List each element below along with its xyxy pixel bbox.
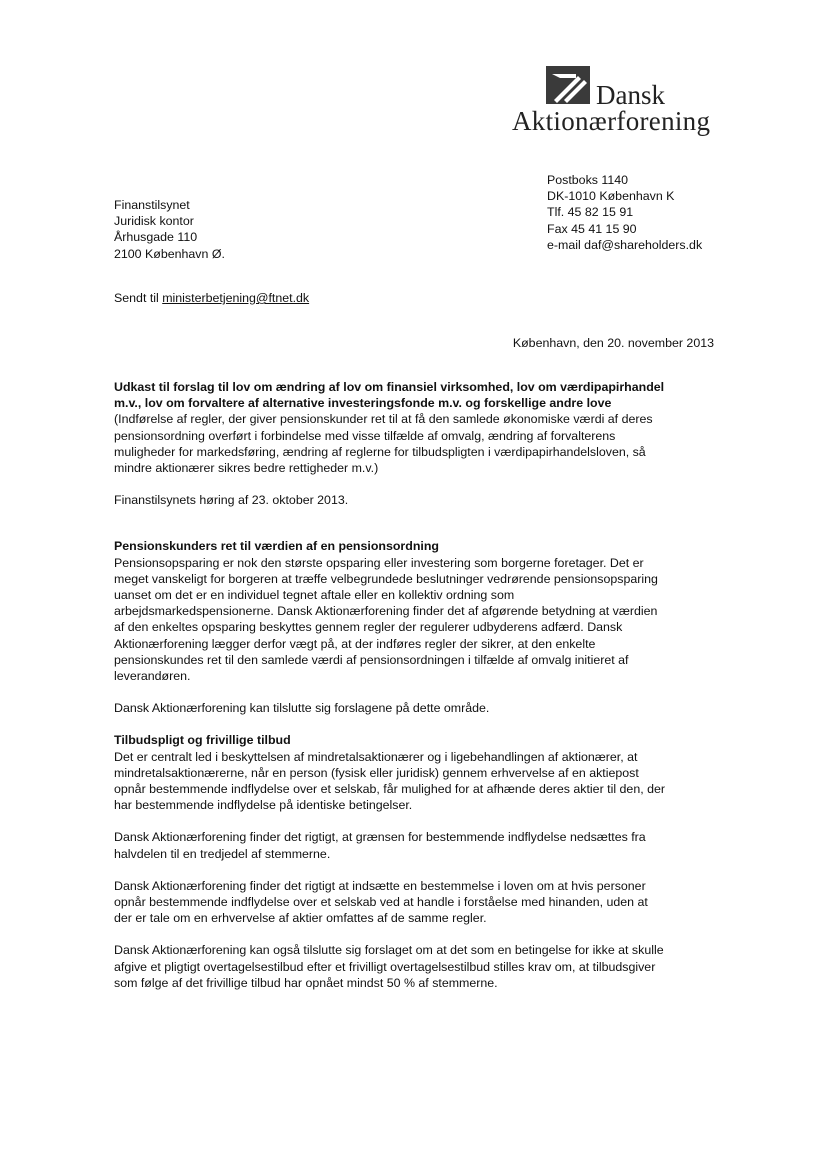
subject-title-line: m.v., lov om forvaltere af alternative investeringsfonde m.v. og forskellige andre love (114, 396, 612, 411)
paragraph-line: leverandøren. (114, 669, 191, 684)
paragraph-line: som følge af det frivillige tilbud har opnået mindst 50 % af stemmerne. (114, 975, 498, 990)
letter-date: København, den 20. november 2013 (512, 336, 714, 350)
subject-block (114, 379, 714, 476)
paragraph-line: Dansk Aktionærforening finder det rigtigt at indsætte en bestemmelse i loven om at hvis personer (114, 878, 646, 893)
section-pension (114, 538, 714, 716)
subject-detail-line: mindre aktionærer sikres bedre rettigheder m.v.) (114, 461, 379, 476)
section-heading: Tilbudspligt og frivillige tilbud (114, 733, 291, 748)
logo-text-aktionaerforening: Aktionærforening (512, 106, 711, 136)
paragraph-line: Det er centralt led i beskyttelsen af mindretalsaktionærer og i ligebehandlingen af aktionærer, at (114, 749, 638, 764)
section-heading: Pensionskunders ret til værdien af en pensionsordning (114, 539, 439, 554)
letter-body (114, 379, 714, 991)
recipient-line: Finanstilsynet (114, 198, 190, 212)
paragraph-line: Aktionærforening lægger derfor vægt på, at der indføres regler der sikrer, at den enkelte (114, 636, 596, 651)
paragraph-line: Pensionsopsparing er nok den største opsparing eller investering som borgerne foretager. Det er (114, 555, 644, 570)
subject-detail-line: (Indførelse af regler, der giver pensionskunder ret til at få den samlede økonomiske værdi af deres (114, 412, 653, 427)
paragraph-line: Dansk Aktionærforening kan også tilslutte sig forslaget om at det som en betingelse for ikke at skulle (114, 943, 664, 958)
sent-to-line (114, 290, 309, 306)
paragraph-line: arbejdsmarkedspensionerne. Dansk Aktionærforening finder det af afgørende betydning at værdien (114, 604, 658, 619)
sent-to-email-link[interactable]: ministerbetjening@ftnet.dk (162, 291, 310, 305)
sender-email: e-mail daf@shareholders.dk (547, 237, 703, 252)
paragraph-line: der er tale om en erhvervelse af aktier omfattes af de samme regler. (114, 911, 487, 926)
sender-line: Postboks 1140 (547, 173, 629, 187)
sender-phone: Tlf. 45 82 15 91 (547, 205, 634, 220)
paragraph-line: uanset om det er en individuel tegnet aftale eller en kollektiv ordning som (114, 588, 515, 603)
sender-address (547, 172, 747, 253)
paragraph-line: Dansk Aktionærforening kan tilslutte sig forslagene på dette område. (114, 701, 490, 716)
paragraph-line: har bestemmende indflydelse på identiske betingelser. (114, 798, 413, 813)
logo-mark-icon (546, 66, 590, 104)
dansk-aktionaerforening-logo (510, 64, 725, 140)
subject-title-line: Udkast til forslag til lov om ændring af lov om finansiel virksomhed, lov om værdipapirhandel (114, 380, 665, 394)
logo-text-dansk: Dansk (596, 80, 665, 110)
sent-to-label: Sendt til (114, 291, 163, 305)
paragraph-line: pensionskundes ret til den samlede værdi af pensionsordningen i tilfælde af omvalg initieret af (114, 652, 629, 667)
paragraph-line: meget vanskeligt for borgeren at træffe velbegrundede beslutninger vedrørende pensionsopsparing (114, 571, 658, 586)
section-takeover-bids (114, 732, 714, 991)
recipient-line: Juridisk kontor (114, 214, 194, 229)
subject-detail-line: muligheder for markedsføring, ændring af reglerne for tilbudspligten i værdipapirhandelsloven, så (114, 444, 646, 459)
paragraph-line: opnår bestemmende indflydelse over et selskab, får mulighed for at afhænde deres aktier til den, der (114, 782, 666, 797)
sender-line: DK-1010 København K (547, 189, 675, 204)
recipient-address (114, 197, 414, 262)
hearing-reference: Finanstilsynets høring af 23. oktober 2013. (114, 493, 349, 508)
paragraph-line: Dansk Aktionærforening finder det rigtigt, at grænsen for bestemmende indflydelse nedsættes fra (114, 830, 646, 845)
paragraph-line: halvdelen til en tredjedel af stemmerne. (114, 846, 331, 861)
paragraph-line: afgive et pligtigt overtagelsestilbud efter et frivilligt overtagelsestilbud stilles krav om, at tilbudsgiver (114, 959, 656, 974)
recipient-line: 2100 København Ø. (114, 246, 225, 261)
subject-detail-line: pensionsordning overført i forbindelse med visse tilfælde af omvalg, ændring af forvalterens (114, 428, 616, 443)
paragraph-line: af den enkeltes opsparing beskyttes gennem regler der regulerer udbyderens adfærd. Dansk (114, 620, 623, 635)
paragraph-line: opnår bestemmende indflydelse over et selskab ved at handle i forståelse med hinanden, uden at (114, 895, 648, 910)
sender-fax: Fax 45 41 15 90 (547, 221, 637, 236)
paragraph-line: mindretalsaktionærerne, når en person (fysisk eller juridisk) gennem erhvervelse af en aktiepost (114, 765, 639, 780)
recipient-line: Århusgade 110 (114, 230, 198, 245)
